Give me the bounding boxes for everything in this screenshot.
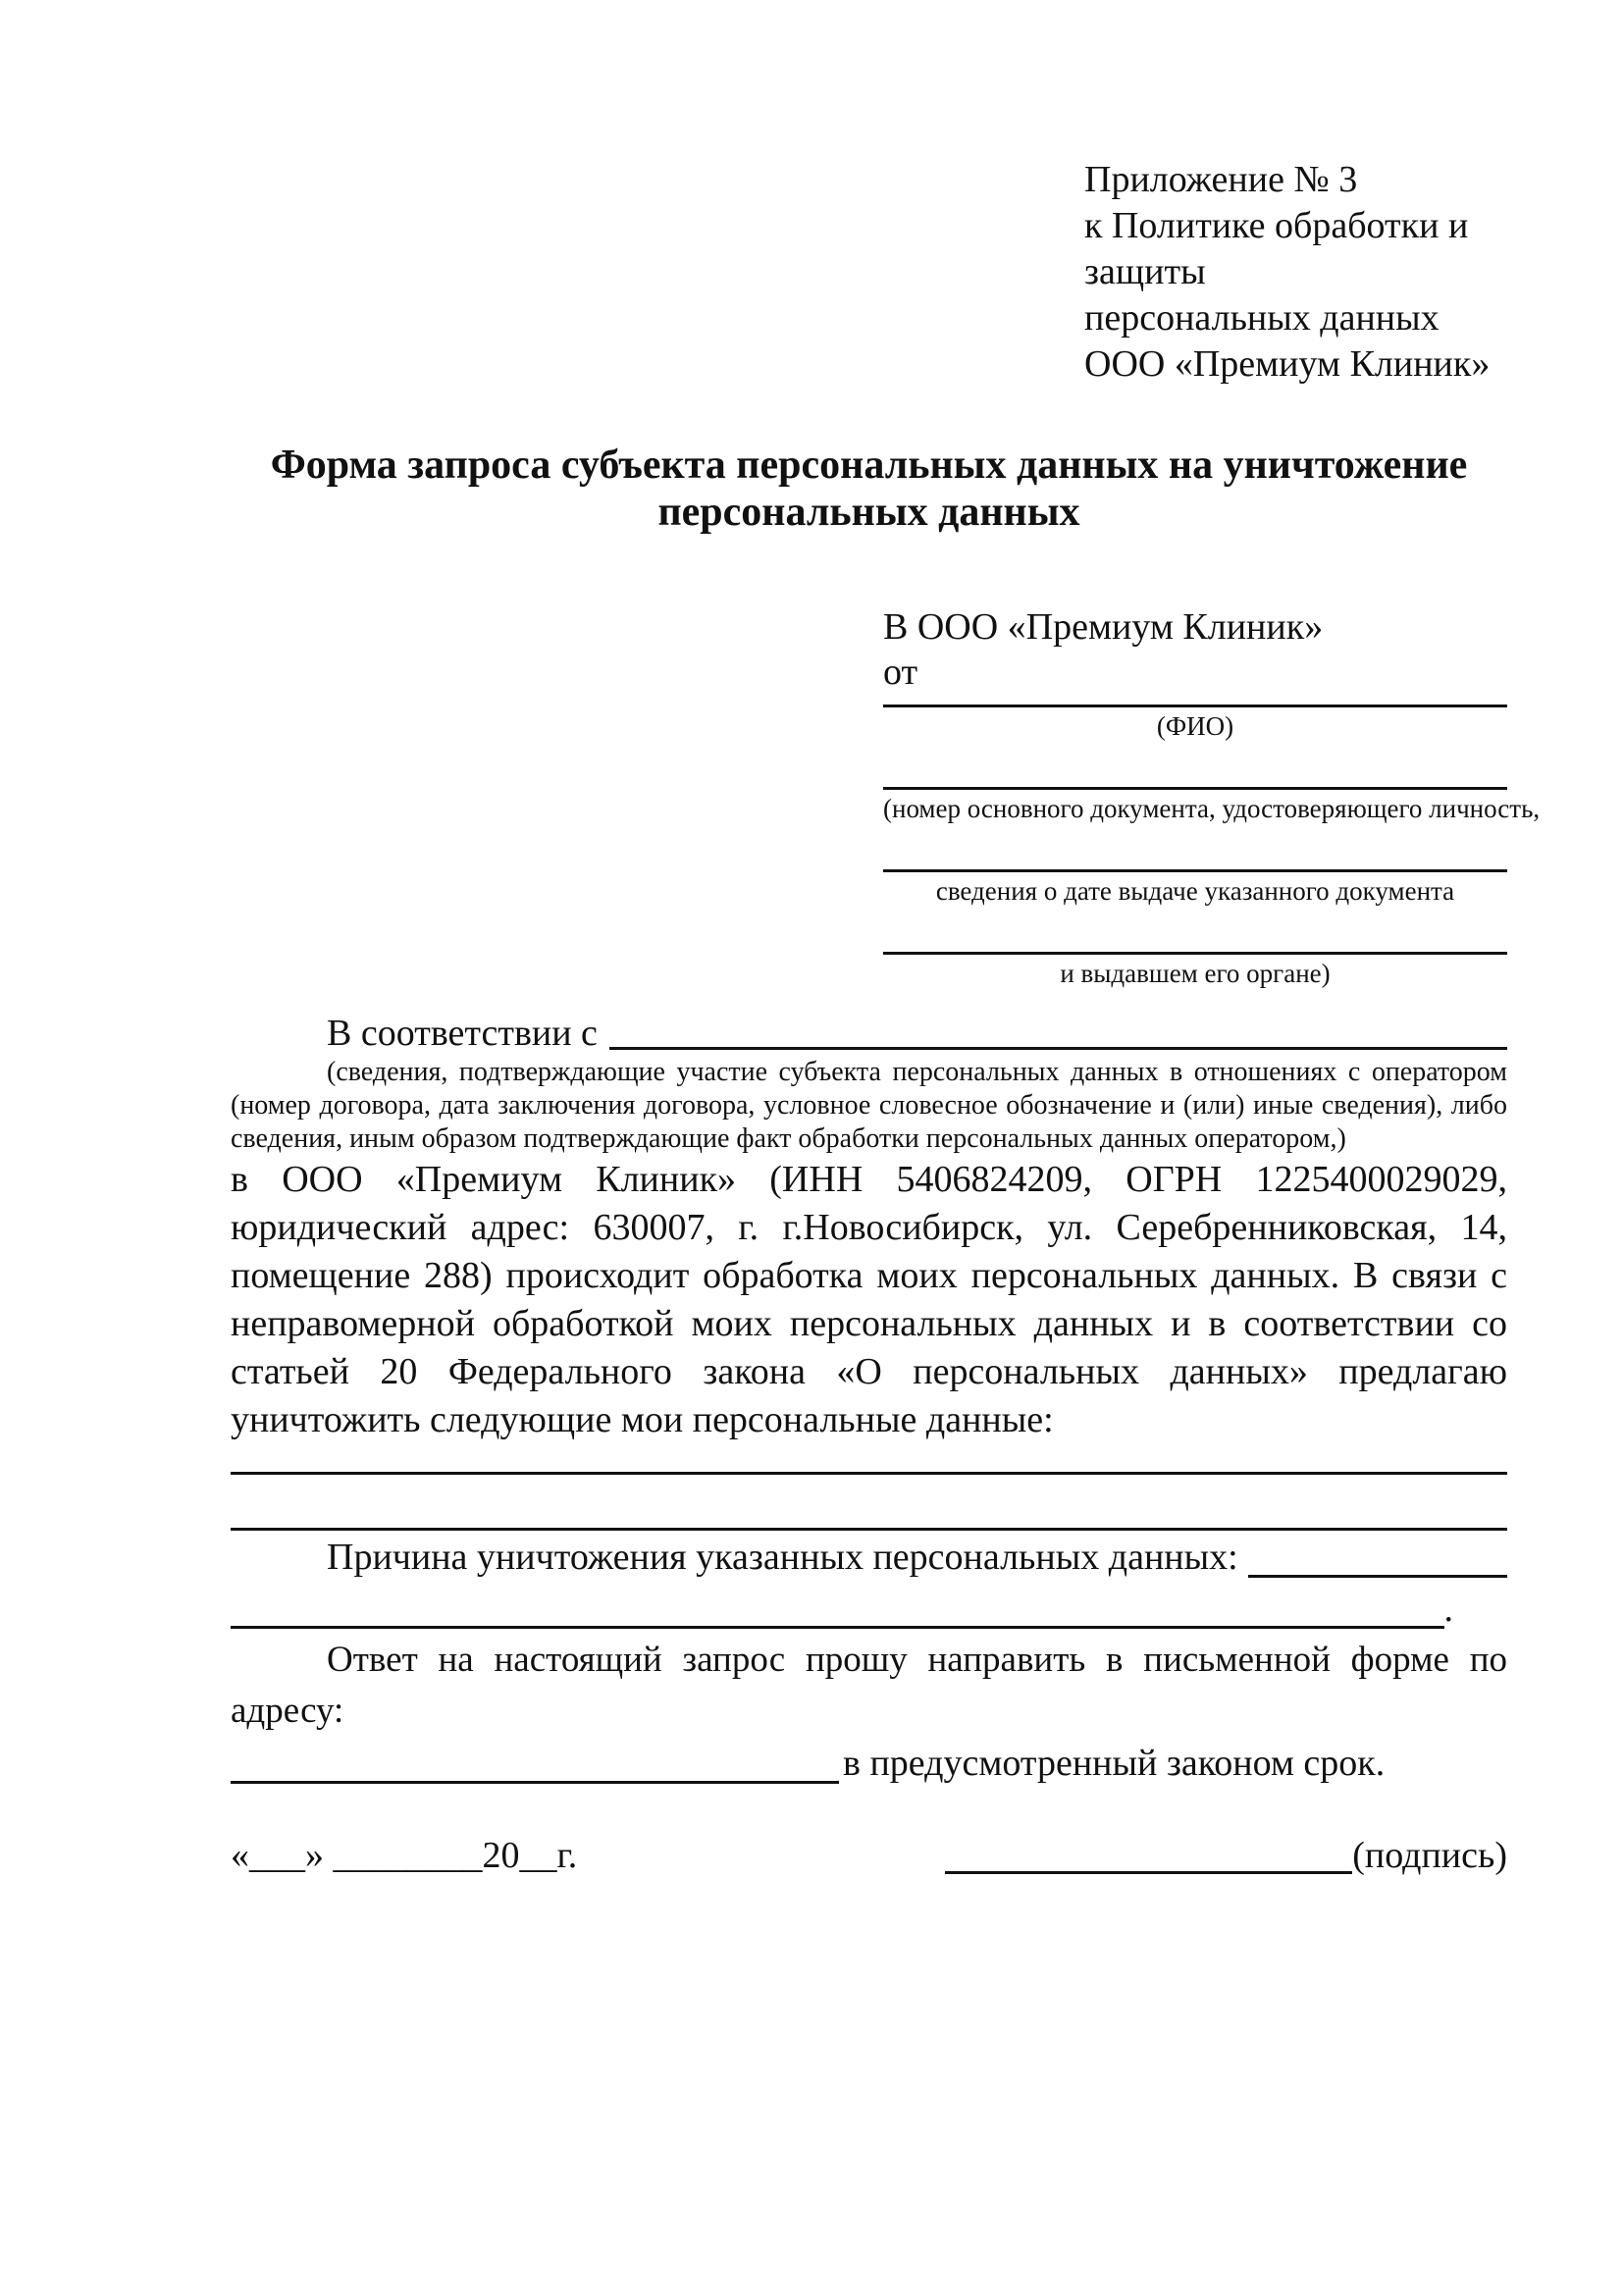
main-paragraph: в ООО «Премиум Клиник» (ИНН 5406824209, ОГРН 1225400029029, юридический адрес: 630007, г. г.Новосибирск, ул. Серебренниковская, 14, помещение 288) происходит обработка моих персональных данных. В связи с неправомерной обработкой моих персональных данных и в соответствии со статьей 20 Федерального закона «О персональных данных» предлагаю уничтожить следующие мои персональные данные: — [231, 1159, 1507, 1440]
reason-row — [231, 1531, 1507, 1584]
fio-blank-line — [883, 695, 1507, 707]
issue-date-caption: сведения о дате выдаче указанного документа — [935, 876, 1455, 906]
fio-caption: (ФИО) — [1156, 711, 1234, 741]
reason-blank-line-2 — [231, 1626, 1444, 1629]
issuing-authority-caption: и выдавшем его органе) — [1060, 959, 1331, 988]
addressee-organization: В ООО «Премиум Клиник» — [883, 606, 1324, 648]
signature-blank-line — [945, 1871, 1352, 1874]
addressee-block — [883, 604, 1541, 989]
personal-data-blank-line-2 — [231, 1475, 1507, 1531]
appendix-header — [1084, 157, 1507, 388]
personal-data-blank-line-1 — [231, 1444, 1507, 1475]
accordance-blank-line — [609, 1047, 1507, 1050]
appendix-line-1: Приложение № 3 — [1084, 159, 1358, 200]
reason-blank-line — [1248, 1575, 1507, 1578]
signature-row — [231, 1831, 1507, 1880]
sentence-period: . — [1443, 1589, 1453, 1630]
reason-continuation-row — [231, 1584, 1507, 1635]
address-row — [231, 1737, 1507, 1790]
reason-label: Причина уничтожения указанных персональных данных: — [327, 1537, 1238, 1578]
signature-caption: (подпись) — [1352, 1835, 1507, 1876]
accordance-row — [231, 1011, 1507, 1056]
document-title: Форма запроса субъекта персональных данных на уничтожение персональных данных — [270, 443, 1468, 535]
response-paragraph: Ответ на настоящий запрос прошу направить в письменной форме по адресу: — [231, 1640, 1507, 1731]
document-number-blank-line — [883, 742, 1507, 790]
issuing-authority-blank-line — [883, 907, 1507, 955]
addressee-from-label: от — [883, 652, 918, 693]
response-suffix: в предусмотренный законом срок. — [843, 1743, 1386, 1784]
accordance-label: В соответствии с — [327, 1013, 598, 1054]
appendix-line-3: персональных данных — [1084, 297, 1440, 339]
address-blank-line — [231, 1781, 839, 1784]
appendix-line-4: ООО «Премиум Клиник» — [1084, 343, 1491, 385]
appendix-line-2: к Политике обработки и защиты — [1084, 205, 1469, 292]
issue-date-blank-line — [883, 824, 1507, 872]
signature-field — [945, 1831, 1507, 1880]
document-number-caption: (номер основного документа, удостоверяющего личность, — [883, 794, 1541, 823]
accordance-fine-print: (сведения, подтверждающие участие субъекта персональных данных в отношениях с оператором (номер договора, дата заключения договора, условное словесное обозначение и (или) иные сведения), либо сведения, иным образом подтверждающие факт обработки персональных данных оператором,) — [231, 1057, 1507, 1154]
date-field: «___» ________20__г. — [231, 1835, 578, 1876]
